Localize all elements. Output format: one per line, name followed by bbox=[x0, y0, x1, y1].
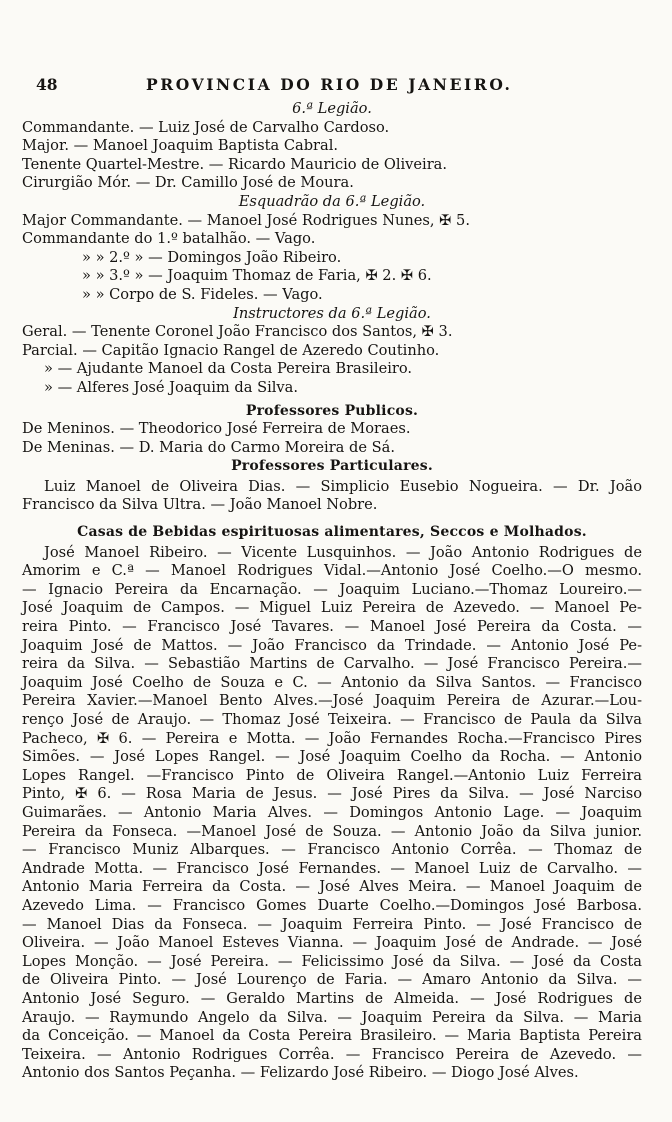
section-title-public-teachers: Professores Publicos. bbox=[245, 402, 419, 419]
merchants-line: Amorim e C.ª — Manoel Rodrigues Vidal.—Antonio José Coelho.—O mesmo. bbox=[22, 562, 642, 580]
merchants-line: Simões. — José Lopes Rangel. — José Joaquim Coelho da Rocha. — Antonio bbox=[22, 748, 642, 766]
squadron-line: » » 3.º » — Joaquim Thomaz de Faria, ✠ 2. ✠ 6. bbox=[82, 267, 432, 285]
legion-line: Major. — Manoel Joaquim Baptista Cabral. bbox=[22, 137, 339, 155]
legion-line: Tenente Quartel-Mestre. — Ricardo Mauricio de Oliveira. bbox=[22, 155, 448, 173]
legion-line: Cirurgião Mór. — Dr. Camillo José de Moura. bbox=[22, 174, 354, 192]
merchants-line: Teixeira. — Antonio Rodrigues Corrêa. — Francisco Pereira de Azevedo. — bbox=[22, 1045, 642, 1063]
merchants-line: Araujo. — Raymundo Angelo da Silva. — Joaquim Pereira da Silva. — Maria bbox=[22, 1008, 642, 1026]
public-teachers-line: De Meninos. — Theodorico José Ferreira de Moraes. bbox=[22, 420, 411, 438]
merchants-line: José Joaquim de Campos. — Miguel Luiz Pereira de Azevedo. — Manoel Pe- bbox=[22, 599, 642, 617]
merchants-line: Antonio dos Santos Peçanha. — Felizardo José Ribeiro. — Diogo José Alves. bbox=[22, 1064, 579, 1082]
page-body bbox=[22, 100, 642, 1083]
merchants-line: — Ignacio Pereira da Encarnação. — Joaquim Luciano.—Thomaz Loureiro.— bbox=[22, 580, 642, 598]
section-title-instructors: Instructores da 6.ª Legião. bbox=[233, 304, 431, 322]
private-teachers-line: Francisco da Silva Ultra. — João Manoel Nobre. bbox=[22, 496, 378, 514]
merchants-line: Azevedo Lima. — Francisco Gomes Duarte Coelho.—Domingos José Barbosa. bbox=[22, 896, 642, 914]
merchants-line: Pacheco, ✠ 6. — Pereira e Motta. — João Fernandes Rocha.—Francisco Pires bbox=[22, 729, 642, 747]
section-title-legion: 6.ª Legião. bbox=[292, 100, 372, 117]
merchants-line: — Francisco Muniz Albarques. — Francisco Antonio Corrêa. — Thomaz de bbox=[22, 841, 642, 859]
merchants-line: Guimarães. — Antonio Maria Alves. — Domingos Antonio Lage. — Joaquim bbox=[22, 803, 642, 821]
running-title: PROVINCIA DO RIO DE JANEIRO. bbox=[146, 75, 513, 94]
section-title-private-teachers: Professores Particulares. bbox=[231, 458, 433, 475]
squadron-line: » » Corpo de S. Fideles. — Vago. bbox=[82, 285, 323, 303]
merchants-line: Oliveira. — João Manoel Esteves Vianna. — Joaquim José de Andrade. — José bbox=[22, 934, 642, 952]
merchants-line: de Oliveira Pinto. — José Lourenço de Faria. — Amaro Antonio da Silva. — bbox=[22, 971, 642, 989]
instructors-line: » — Ajudante Manoel da Costa Pereira Brasileiro. bbox=[44, 360, 413, 378]
section-title-merchants: Casas de Bebidas espirituosas alimentares, Seccos e Molhados. bbox=[77, 524, 587, 541]
public-teachers-line: De Meninas. — D. Maria do Carmo Moreira de Sá. bbox=[22, 438, 395, 456]
merchants-line: Lopes Monção. — José Pereira. — Felicissimo José da Silva. — José da Costa bbox=[22, 952, 642, 970]
section-title-squadron: Esquadrão da 6.ª Legião. bbox=[238, 192, 426, 210]
merchants-line: Joaquim José Coelho de Souza e C. — Antonio da Silva Santos. — Francisco bbox=[22, 673, 642, 691]
merchants-line: José Manoel Ribeiro. — Vicente Lusquinhos. — João Antonio Rodrigues de bbox=[44, 543, 642, 561]
instructors-line: » — Alferes José Joaquim da Silva. bbox=[44, 378, 299, 396]
page-header bbox=[36, 76, 636, 98]
merchants-line: Andrade Motta. — Francisco José Fernandes. — Manoel Luiz de Carvalho. — bbox=[22, 859, 642, 877]
merchants-line: Antonio Maria Ferreira da Costa. — José Alves Meira. — Manoel Joaquim de bbox=[22, 878, 642, 896]
squadron-line: Commandante do 1.º batalhão. — Vago. bbox=[22, 230, 316, 248]
squadron-line: » » 2.º » — Domingos João Ribeiro. bbox=[82, 248, 342, 266]
page-number: 48 bbox=[36, 75, 58, 94]
merchants-line: reira da Silva. — Sebastião Martins de Carvalho. — José Francisco Pereira.— bbox=[22, 655, 642, 673]
merchants-line: Pinto, ✠ 6. — Rosa Maria de Jesus. — José Pires da Silva. — José Narciso bbox=[22, 785, 642, 803]
merchants-line: Joaquim José de Mattos. — João Francisco da Trindade. — Antonio José Pe- bbox=[22, 636, 642, 654]
merchants-line: Lopes Rangel. —Francisco Pinto de Oliveira Rangel.—Antonio Luiz Ferreira bbox=[22, 766, 642, 784]
instructors-line: Geral. — Tenente Coronel João Francisco dos Santos, ✠ 3. bbox=[22, 323, 453, 341]
merchants-line: — Manoel Dias da Fonseca. — Joaquim Ferreira Pinto. — José Francisco de bbox=[22, 915, 642, 933]
squadron-line: Major Commandante. — Manoel José Rodrigues Nunes, ✠ 5. bbox=[22, 211, 470, 229]
private-teachers-line: Luiz Manoel de Oliveira Dias. — Simplicio Eusebio Nogueira. — Dr. João bbox=[44, 477, 642, 495]
merchants-line: Pereira Xavier.—Manoel Bento Alves.—José Joaquim Pereira de Azurar.—Lou- bbox=[22, 692, 642, 710]
merchants-line: renço José de Araujo. — Thomaz José Teixeira. — Francisco de Paula da Silva bbox=[22, 711, 642, 728]
instructors-line: Parcial. — Capitão Ignacio Rangel de Azeredo Coutinho. bbox=[22, 341, 440, 359]
merchants-line: Pereira da Fonseca. —Manoel José de Souza. — Antonio João da Silva junior. bbox=[22, 822, 642, 840]
merchants-line: Antonio José Seguro. — Geraldo Martins de Almeida. — José Rodrigues de bbox=[22, 989, 642, 1007]
merchants-line: reira Pinto. — Francisco José Tavares. — Manoel José Pereira da Costa. — bbox=[22, 618, 642, 636]
legion-line: Commandante. — Luiz José de Carvalho Cardoso. bbox=[22, 118, 390, 136]
merchants-line: da Conceição. — Manoel da Costa Pereira Brasileiro. — Maria Baptista Pereira bbox=[22, 1027, 642, 1045]
